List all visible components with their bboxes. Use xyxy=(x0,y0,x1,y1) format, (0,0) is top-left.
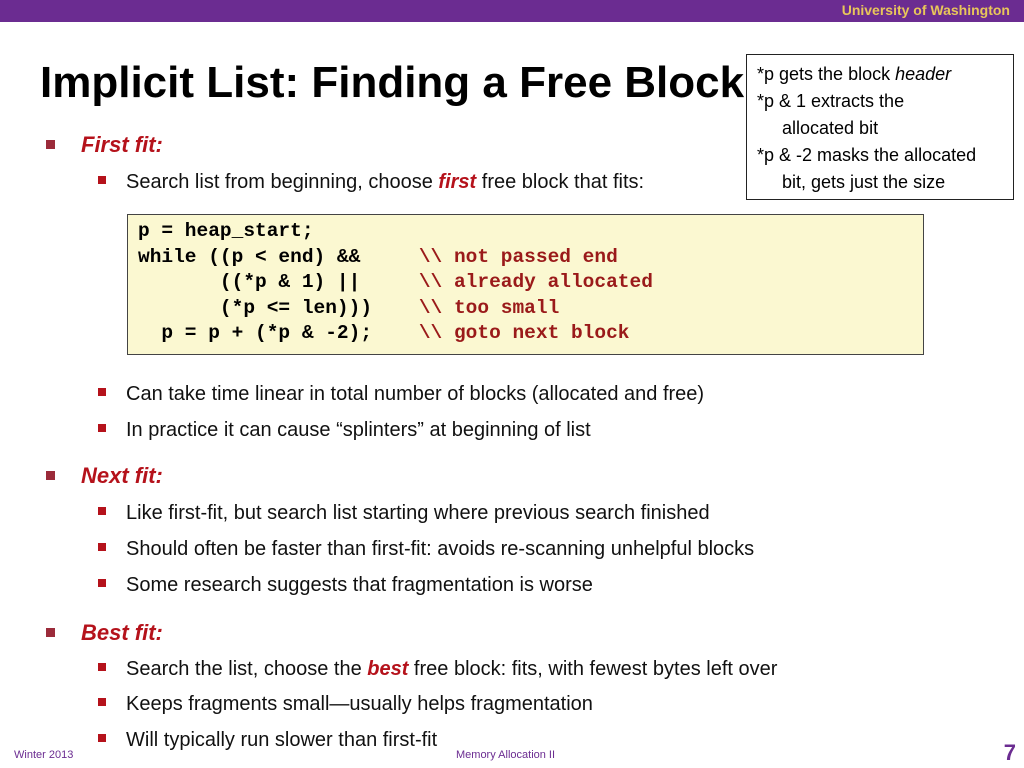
first-fit-bullet-1-pre: Search list from beginning, choose xyxy=(126,171,439,193)
code-line-5 xyxy=(138,321,913,347)
callout-box xyxy=(746,54,1014,200)
bullet-square-icon xyxy=(98,579,106,587)
best-emphasis: best xyxy=(367,658,409,680)
next-fit-heading xyxy=(46,463,163,489)
code-line-2 xyxy=(138,245,913,271)
next-fit-bullet-3-text: Some research suggests that fragmentation is worse xyxy=(126,574,593,596)
code-text: ((*p & 1) || xyxy=(138,271,419,293)
bullet-square-icon xyxy=(98,734,106,742)
code-line-3 xyxy=(138,270,913,296)
bullet-square-icon xyxy=(46,140,55,149)
callout-line-5: bit, gets just the size xyxy=(782,172,946,192)
code-text: p = heap_start; xyxy=(138,220,314,242)
bullet-square-icon xyxy=(98,507,106,515)
code-comment: \\ too small xyxy=(418,296,560,319)
bullet-square-icon xyxy=(46,471,55,480)
page-number: 7 xyxy=(1003,740,1016,765)
best-fit-heading xyxy=(46,620,163,646)
bullet-square-icon xyxy=(46,628,55,637)
first-fit-bullet-3 xyxy=(98,419,591,442)
callout-line-3: allocated bit xyxy=(782,118,879,138)
code-text: while ((p < end) && xyxy=(138,245,419,268)
university-label: University of Washington xyxy=(841,2,1010,18)
best-fit-bullet-1-pre: Search the list, choose the xyxy=(126,658,368,680)
best-fit-bullet-3-text: Will typically run slower than first-fit xyxy=(126,729,438,751)
next-fit-heading-text: Next fit: xyxy=(81,463,163,488)
first-fit-heading xyxy=(46,132,163,158)
bullet-square-icon xyxy=(98,663,106,671)
callout-line-2: *p & 1 extracts the xyxy=(757,91,905,111)
best-fit-bullet-2 xyxy=(98,693,593,716)
code-comment: \\ not passed end xyxy=(418,245,618,268)
bullet-square-icon xyxy=(98,424,106,432)
code-line-1 xyxy=(138,219,913,245)
code-line-4 xyxy=(138,296,913,322)
callout-line-1-text: *p gets the block xyxy=(757,64,896,84)
callout-line-1 xyxy=(757,61,1007,88)
next-fit-bullet-3 xyxy=(98,574,593,597)
first-fit-heading-text: First fit: xyxy=(81,132,163,157)
next-fit-bullet-2-text: Should often be faster than first-fit: avoids re-scanning unhelpful blocks xyxy=(126,538,755,560)
footer-topic: Memory Allocation II xyxy=(456,749,556,761)
code-block xyxy=(127,214,924,355)
footer-term: Winter 2013 xyxy=(14,749,74,761)
bullet-square-icon xyxy=(98,543,106,551)
first-fit-bullet-1-post: free block that fits: xyxy=(476,171,645,193)
code-text: p = p + (*p & -2); xyxy=(138,322,419,344)
first-fit-bullet-3-text: In practice it can cause “splinters” at beginning of list xyxy=(126,419,591,441)
bullet-square-icon xyxy=(98,388,106,396)
next-fit-bullet-2 xyxy=(98,538,754,561)
best-fit-bullet-1-post: free block: fits, with fewest bytes left over xyxy=(408,658,778,680)
code-comment: \\ already allocated xyxy=(418,271,653,293)
code-text: (*p <= len))) xyxy=(138,296,419,319)
first-fit-bullet-2 xyxy=(98,383,704,406)
header-bar xyxy=(0,0,1024,22)
slide-title: Implicit List: Finding a Free Block xyxy=(40,58,745,107)
next-fit-bullet-1 xyxy=(98,502,710,525)
best-fit-heading-text: Best fit: xyxy=(81,620,163,645)
best-fit-bullet-3 xyxy=(98,729,437,752)
first-fit-bullet-1 xyxy=(98,171,644,194)
bullet-square-icon xyxy=(98,176,106,184)
best-fit-bullet-2-text: Keeps fragments small—usually helps fragmentation xyxy=(126,693,593,715)
callout-header-emphasis: header xyxy=(895,64,952,84)
callout-line-4: *p & -2 masks the allocated xyxy=(757,145,977,165)
bullet-square-icon xyxy=(98,698,106,706)
code-comment: \\ goto next block xyxy=(418,322,630,344)
first-emphasis: first xyxy=(438,171,477,193)
best-fit-bullet-1 xyxy=(98,658,777,681)
first-fit-bullet-2-text: Can take time linear in total number of blocks (allocated and free) xyxy=(126,383,705,405)
next-fit-bullet-1-text: Like first-fit, but search list starting where previous search finished xyxy=(126,502,710,524)
